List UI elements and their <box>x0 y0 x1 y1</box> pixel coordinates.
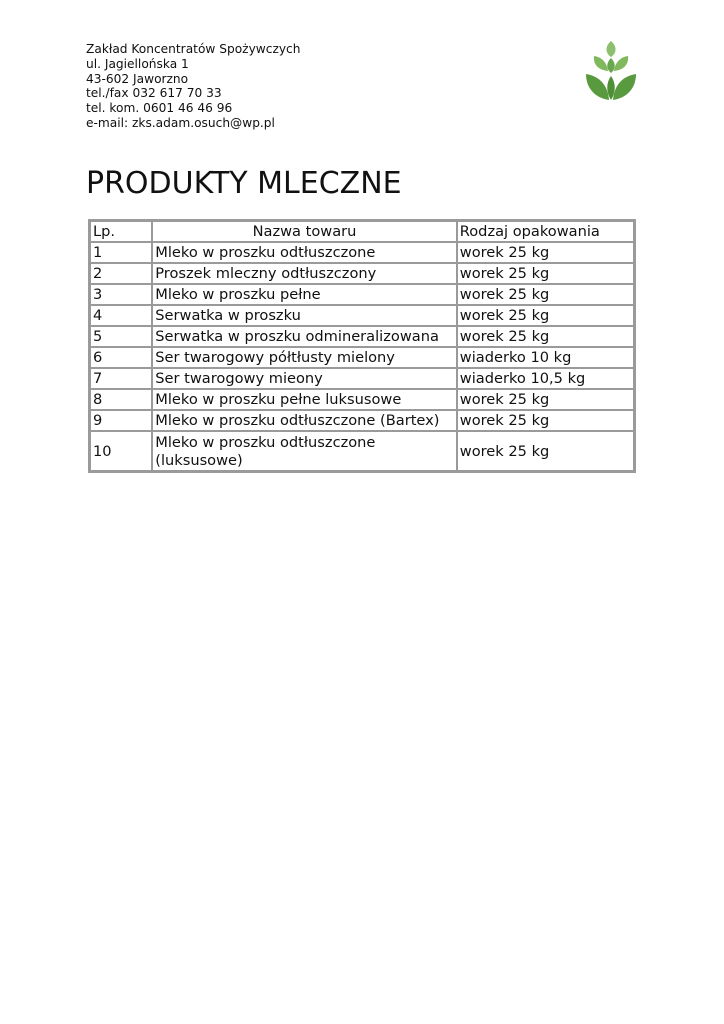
table-row <box>90 410 634 431</box>
company-street: ul. Jagiellońska 1 <box>86 56 189 71</box>
cell-product-name: Mleko w proszku pełne luksusowe <box>152 389 457 410</box>
cell-packaging: worek 25 kg <box>457 242 634 263</box>
cell-packaging: worek 25 kg <box>457 305 634 326</box>
cell-lp: 7 <box>90 368 152 389</box>
cell-product-name: Mleko w proszku odtłuszczone (Bartex) <box>152 410 457 431</box>
cell-packaging: worek 25 kg <box>457 326 634 347</box>
cell-packaging: worek 25 kg <box>457 431 634 471</box>
products-table <box>88 219 636 473</box>
cell-product-name: Serwatka w proszku <box>152 305 457 326</box>
cell-packaging: worek 25 kg <box>457 263 634 284</box>
cell-product-name: Serwatka w proszku odmineralizowana <box>152 326 457 347</box>
company-phone-fax: tel./fax 032 617 70 33 <box>86 86 222 101</box>
cell-lp: 10 <box>90 431 152 471</box>
cell-lp: 9 <box>90 410 152 431</box>
table-row <box>90 347 634 368</box>
column-header-lp: Lp. <box>90 221 152 242</box>
table-row <box>90 431 634 471</box>
table-row <box>90 389 634 410</box>
column-header-packaging: Rodzaj opakowania <box>457 221 634 242</box>
cell-product-name: Proszek mleczny odtłuszczony <box>152 263 457 284</box>
table-row <box>90 242 634 263</box>
cell-packaging: worek 25 kg <box>457 284 634 305</box>
cell-product-name: Mleko w proszku pełne <box>152 284 457 305</box>
green-leaves-logo-icon <box>584 40 638 102</box>
cell-packaging: wiaderko 10 kg <box>457 347 634 368</box>
company-email: e-mail: zks.adam.osuch@wp.pl <box>86 115 275 130</box>
cell-product-name: Mleko w proszku odtłuszczone (luksusowe) <box>152 431 457 471</box>
table-row <box>90 263 634 284</box>
cell-lp: 2 <box>90 263 152 284</box>
company-mobile: tel. kom. 0601 46 46 96 <box>86 101 233 116</box>
column-header-product-name: Nazwa towaru <box>152 221 457 242</box>
cell-lp: 8 <box>90 389 152 410</box>
cell-lp: 6 <box>90 347 152 368</box>
company-city: 43-602 Jaworzno <box>86 71 189 86</box>
table-row <box>90 368 634 389</box>
cell-product-name: Ser twarogowy mieony <box>152 368 457 389</box>
table-row <box>90 326 634 347</box>
cell-lp: 3 <box>90 284 152 305</box>
page-title: PRODUKTY MLECZNE <box>86 166 402 201</box>
cell-packaging: wiaderko 10,5 kg <box>457 368 634 389</box>
company-name: Zakład Koncentratów Spożywczych <box>86 42 301 56</box>
cell-lp: 5 <box>90 326 152 347</box>
cell-product-name: Ser twarogowy półtłusty mielony <box>152 347 457 368</box>
table-header-row <box>90 221 634 242</box>
cell-packaging: worek 25 kg <box>457 389 634 410</box>
table-row <box>90 305 634 326</box>
cell-lp: 1 <box>90 242 152 263</box>
cell-product-name: Mleko w proszku odtłuszczone <box>152 242 457 263</box>
cell-packaging: worek 25 kg <box>457 410 634 431</box>
cell-lp: 4 <box>90 305 152 326</box>
table-row <box>90 284 634 305</box>
company-address-block <box>86 42 300 131</box>
